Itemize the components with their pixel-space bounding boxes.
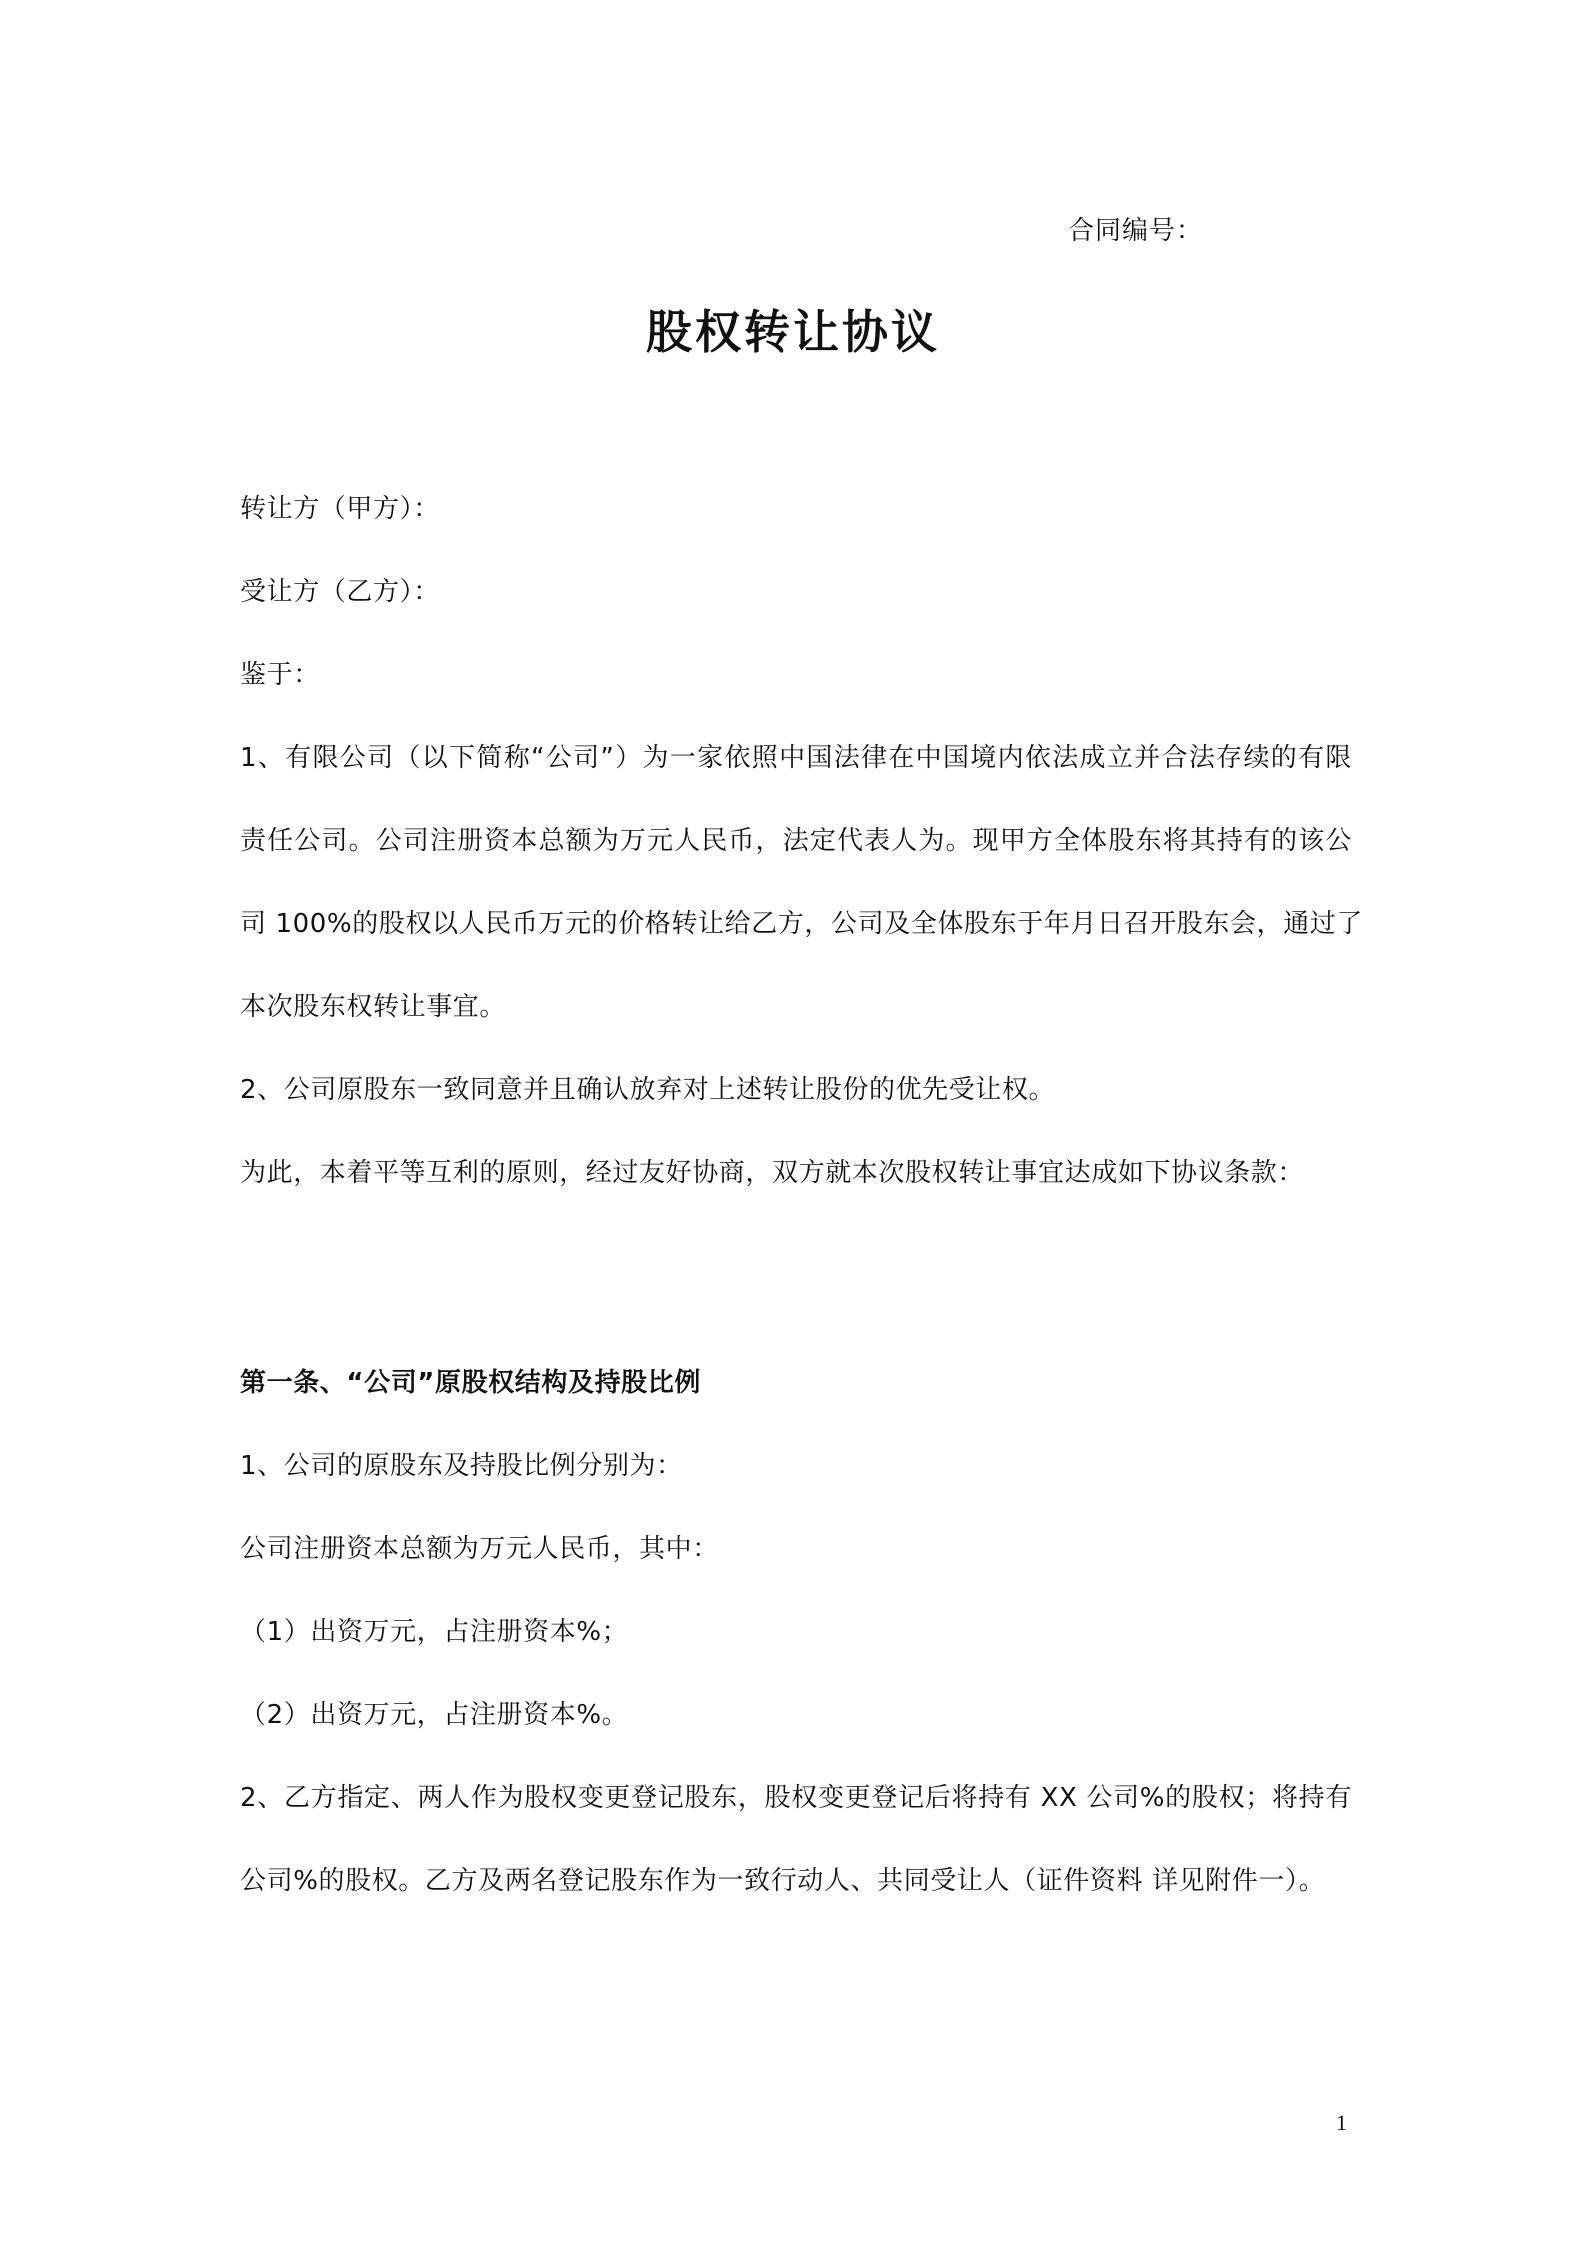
article1-item2-line1: 2、乙方指定、两人作为股权变更登记股东，股权变更登记后将持有 XX 公司%的股权；将持有 <box>240 1783 1352 1813</box>
article1-sub2: （2）出资万元，占注册资本%。 <box>240 1700 629 1730</box>
article1-sub1: （1）出资万元，占注册资本%； <box>240 1617 629 1647</box>
article1-capital: 公司注册资本总额为万元人民币，其中： <box>240 1534 719 1564</box>
recital-item1-line2: 责任公司。公司注册资本总额为万元人民币，法定代表人为。现甲方全体股东将其持有的该公 <box>240 826 1352 856</box>
recital-item1-line1: 1、有限公司（以下简称“公司”）为一家依照中国法律在中国境内依法成立并合法存续的有限 <box>240 743 1352 773</box>
recitals-heading: 鉴于： <box>240 660 320 690</box>
article1-heading: 第一条、“公司”原股权结构及持股比例 <box>240 1368 701 1398</box>
recitals-closing: 为此，本着平等互利的原则，经过友好协商，双方就本次股权转让事宜达成如下协议条款： <box>240 1158 1305 1188</box>
transferee-label: 受让方（乙方）： <box>240 577 440 607</box>
article1-item2-line2: 公司%的股权。乙方及两名登记股东作为一致行动人、共同受让人（证件资料 详见附件一）。 <box>240 1866 1326 1896</box>
transferor-label: 转让方（甲方）： <box>240 494 440 524</box>
contract-number-label: 合同编号： <box>1068 216 1204 246</box>
document-title: 股权转让协议 <box>646 305 940 359</box>
page-number: 1 <box>1336 2110 1347 2135</box>
article1-item1: 1、公司的原股东及持股比例分别为： <box>240 1451 683 1481</box>
recital-item1-line4: 本次股东权转让事宜。 <box>240 992 507 1022</box>
recital-item1-line3: 司 100%的股权以人民币万元的价格转让给乙方，公司及全体股东于年月日召开股东会，通过了 <box>240 909 1363 939</box>
recital-item2: 2、公司原股东一致同意并且确认放弃对上述转让股份的优先受让权。 <box>240 1075 1056 1105</box>
